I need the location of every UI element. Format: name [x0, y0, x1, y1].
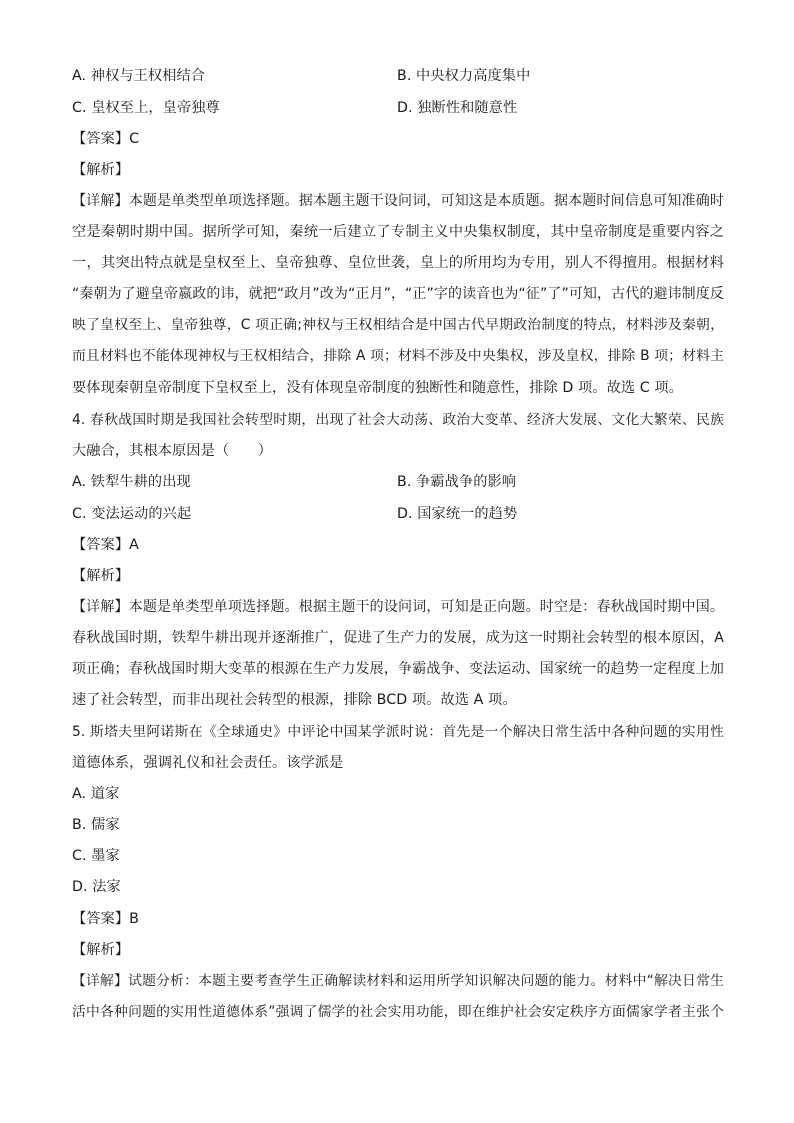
- q3-option-c: C. 皇权至上，皇帝独尊: [72, 100, 220, 116]
- q4-detail-line: 项正确；春秋战国时期大变革的根源在生产力发展，争霸战争、变法运动、国家统一的趋势一定程度上加: [72, 661, 724, 677]
- q3-answer: 【答案】C: [72, 131, 140, 147]
- q5-stem-line: 道德体系，强调礼仪和社会责任。该学派是: [72, 755, 344, 771]
- q4-analysis-label: 【解析】: [72, 568, 130, 584]
- q4-option-a: A. 铁犁牛耕的出现: [72, 474, 191, 490]
- q4-answer: 【答案】A: [72, 537, 139, 553]
- q4-detail-line: 【详解】本题是单类型单项选择题。根据主题干的设问词，可知是正向题。时空是：春秋战国时期中国。: [72, 599, 724, 615]
- q5-detail-line: 【详解】试题分析：本题主要考查学生正确解读材料和运用所学知识解决问题的能力。材料中“解决日常生: [72, 973, 724, 989]
- q5-option-b: B. 儒家: [72, 817, 120, 833]
- q3-option-b: B. 中央权力高度集中: [397, 68, 531, 84]
- q3-detail-line: 【详解】本题是单类型单项选择题。据本题主题干设问词，可知这是本质题。据本题时间信息可知准确时: [72, 193, 724, 209]
- q3-option-a: A. 神权与王权相结合: [72, 68, 206, 84]
- q4-stem-line: 4. 春秋战国时期是我国社会转型时期，出现了社会大动荡、政治大变革、经济大发展、文化大繁荣、民族: [72, 412, 724, 428]
- q3-detail-line: 映了皇权至上、皇帝独尊，C 项正确;神权与王权相结合是中国古代早期政治制度的特点，材料涉及秦朝，: [72, 317, 724, 333]
- q5-option-d: D. 法家: [72, 879, 121, 895]
- q3-detail-line: 而且材料也不能体现神权与王权相结合，排除 A 项；材料不涉及中央集权，涉及皇权，排除 B 项；材料主: [72, 348, 724, 364]
- q5-answer: 【答案】B: [72, 911, 139, 927]
- q4-option-b: B. 争霸战争的影响: [397, 474, 517, 490]
- q3-option-d: D. 独断性和随意性: [397, 100, 518, 116]
- q5-detail-line: 活中各种问题的实用性道德体系”强调了儒学的社会实用功能，即在维护社会安定秩序方面儒家学者主张个: [72, 1004, 724, 1020]
- q5-option-a: A. 道家: [72, 786, 120, 802]
- q4-detail-line: 速了社会转型，而非出现社会转型的根源，排除 BCD 项。故选 A 项。: [72, 692, 517, 708]
- q5-analysis-label: 【解析】: [72, 942, 130, 958]
- q5-stem-line: 5. 斯塔夫里阿诺斯在《全球通史》中评论中国某学派时说：首先是一个解决日常生活中各种问题的实用性: [72, 724, 724, 740]
- q3-detail-line: 空是秦朝时期中国。据所学可知，秦统一后建立了专制主义中央集权制度，其中皇帝制度是重要内容之: [72, 224, 724, 240]
- q4-option-d: D. 国家统一的趋势: [397, 506, 518, 522]
- q3-analysis-label: 【解析】: [72, 162, 130, 178]
- q3-detail-line: 一，其突出特点就是皇权至上、皇帝独尊、皇位世袭，皇上的所用均为专用，别人不得擅用。根据材料: [72, 255, 724, 271]
- q3-detail-line: “秦朝为了避皇帝嬴政的讳，就把“政月”改为“正月”，“正”字的读音也为“征”了”可知，古代的避讳制度反: [72, 286, 724, 302]
- q5-option-c: C. 墨家: [72, 848, 120, 864]
- q4-option-c: C. 变法运动的兴起: [72, 506, 192, 522]
- q3-detail-line: 要体现秦朝皇帝制度下皇权至上，没有体现皇帝制度的独断性和随意性，排除 D 项。故选 C 项。: [72, 380, 683, 396]
- q4-detail-line: 春秋战国时期，铁犁牛耕出现并逐渐推广，促进了生产力的发展，成为这一时期社会转型的根本原因，A: [72, 630, 724, 646]
- q4-stem-line: 大融合，其根本原因是（ ）: [72, 443, 273, 459]
